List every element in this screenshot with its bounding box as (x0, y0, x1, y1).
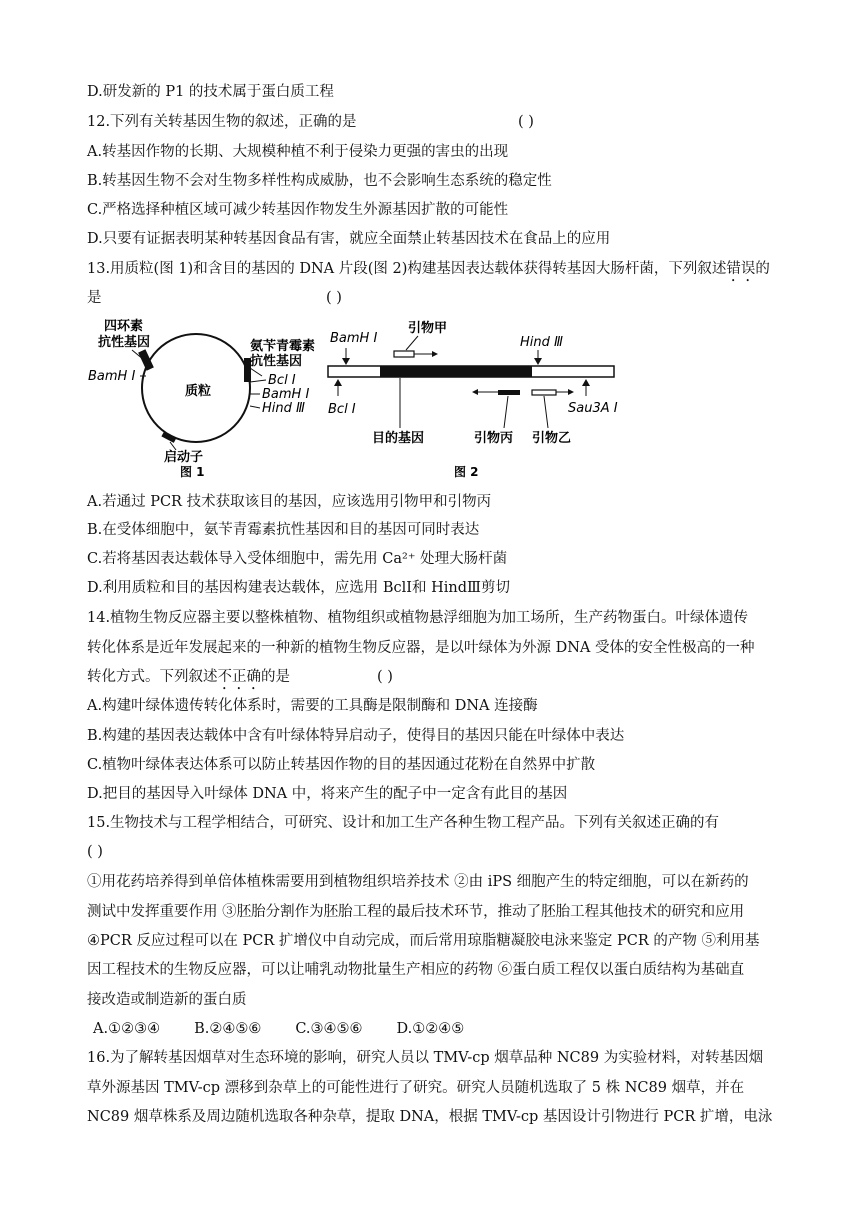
q13-option-a: A.若通过 PCR 技术获取该目的基因，应该选用引物甲和引物丙 (87, 494, 492, 510)
fig1-amp-label-2: 抗性基因 (250, 354, 303, 369)
q14-stem-line1: 14.植物生物反应器主要以整株植物、植物组织或植物悬浮细胞为加工场所，生产药物蛋白。叶绿体遗传 (87, 610, 749, 626)
target-gene-region (380, 366, 532, 377)
fig2-primer-jia: 引物甲 (408, 321, 448, 336)
fig2-primer-bing: 引物丙 (474, 431, 514, 446)
fig2-sau3ai: Sau3A Ⅰ (568, 401, 618, 416)
q13-option-d: D.利用质粒和目的基因构建表达载体，应选用 BclⅠ和 HindⅢ剪切 (87, 580, 510, 596)
q14-stem-line2: 转化体系是近年发展起来的一种新的植物生物反应器，是以叶绿体为外源 DNA 受体的安全性极高的一种 (87, 640, 755, 656)
q16-stem-line1: 16.为了解转基因烟草对生态环境的影响，研究人员以 TMV-cp 烟草品种 NC89 为实验材料，对转基因烟 (87, 1050, 764, 1066)
q15-option-d: D.①②④⑤ (396, 1021, 465, 1037)
q15-statement-line2: 测试中发挥重要作用 ③胚胎分割作为胚胎工程的最后技术环节，推动了胚胎工程其他技术的研究和应用 (87, 904, 745, 920)
q15-statement-line3: ④PCR 反应过程可以在 PCR 扩增仪中自动完成，而后常用琼脂糖凝胶电泳来鉴定 PCR 的产物 ⑤利用基 (87, 933, 760, 949)
q15-statement-line5: 接改造或制造新的蛋白质 (87, 992, 247, 1008)
fig1-amp-label-1: 氨苄青霉素 (250, 339, 316, 354)
q15-answer-paren: ( ) (87, 844, 103, 860)
fig2-primer-yi: 引物乙 (532, 431, 572, 446)
q11-option-d: D.研发新的 P1 的技术属于蛋白质工程 (87, 84, 334, 100)
q12-option-d: D.只要有证据表明某种转基因食品有害，就应全面禁止转基因技术在食品上的应用 (87, 231, 611, 247)
q14-option-c: C.植物叶绿体表达体系可以防止转基因作物的目的基因通过花粉在自然界中扩散 (87, 757, 596, 773)
primer-jia-mark (394, 351, 414, 357)
q13-option-b: B.在受体细胞中，氨苄青霉素抗性基因和目的基因可同时表达 (87, 522, 480, 538)
fig2-target-gene: 目的基因 (372, 431, 425, 446)
fig1-promoter: 启动子 (164, 450, 204, 465)
fig1-bamhi-left: BamH Ⅰ (88, 369, 136, 384)
figure-2-dna-fragment (324, 318, 624, 478)
q12-option-c: C.严格选择种植区域可减少转基因作物发生外源基因扩散的可能性 (87, 202, 509, 218)
q15-option-c: C.③④⑤⑥ (295, 1021, 363, 1037)
q15-statement-line1: ①用花药培养得到单倍体植株需要用到植物组织培养技术 ②由 iPS 细胞产生的特定细胞，可以在新药的 (87, 874, 749, 890)
q13-answer-paren: ( ) (326, 290, 342, 306)
q14-stem-end: 的是 (261, 669, 290, 685)
q14-stem-text: 转化方式。下列叙述 (87, 669, 218, 685)
q13-stem-line2: 是 (87, 290, 102, 306)
q12-option-a: A.转基因作物的长期、大规模种植不利于侵染力更强的害虫的出现 (87, 144, 509, 160)
fig1-tet-label-2: 抗性基因 (98, 335, 151, 350)
q12-answer-paren: ( ) (518, 114, 534, 130)
tetracycline-gene-block (138, 349, 154, 371)
fig1-caption: 图 1 (180, 465, 205, 478)
q14-option-d: D.把目的基因导入叶绿体 DNA 中，将来产生的配子中一定含有此目的基因 (87, 786, 568, 802)
fig2-bcli: Bcl Ⅰ (328, 402, 356, 417)
q14-emphasis: 不正确 (217, 669, 261, 685)
fig1-bcli: Bcl Ⅰ (268, 373, 296, 388)
q14-stem-line3 (87, 667, 290, 693)
fig2-hindiii: Hind Ⅲ (520, 335, 563, 350)
primer-bing-mark (498, 390, 520, 395)
q15-option-a: A.①②③④ (93, 1021, 161, 1037)
q13-stem-text: 13.用质粒(图 1)和含目的基因的 DNA 片段(图 2)构建基因表达载体获得转基因大肠杆菌，下列叙述 (87, 261, 727, 277)
fig1-hindiii: Hind Ⅲ (262, 401, 305, 416)
q14-option-b: B.构建的基因表达载体中含有叶绿体特异启动子，使得目的基因只能在叶绿体中表达 (87, 728, 625, 744)
q16-stem-line3: NC89 烟草株系及周边随机选取各种杂草，提取 DNA，根据 TMV-cp 基因设计引物进行 PCR 扩增，电泳 (87, 1109, 773, 1125)
q14-answer-paren: ( ) (377, 669, 393, 685)
fig2-caption: 图 2 (454, 465, 479, 478)
q13-stem-end: 的 (755, 261, 770, 277)
q15-stem-line1: 15.生物技术与工程学相结合，可研究、设计和加工生产各种生物工程产品。下列有关叙述正确的有 (87, 815, 720, 831)
q14-option-a: A.构建叶绿体遗传转化体系时，需要的工具酶是限制酶和 DNA 连接酶 (87, 698, 538, 714)
promoter-block (161, 431, 176, 443)
primer-yi-mark (532, 390, 556, 395)
q15-options (93, 1019, 498, 1039)
q13-option-c: C.若将基因表达载体导入受体细胞中，需先用 Ca²⁺ 处理大肠杆菌 (87, 551, 508, 567)
fig2-bamhi: BamH Ⅰ (330, 331, 378, 346)
fig1-bamhi-right: BamH Ⅰ (262, 387, 310, 402)
q15-option-b: B.②④⑤⑥ (194, 1021, 262, 1037)
q12-stem: 12.下列有关转基因生物的叙述，正确的是 (87, 114, 357, 130)
fig1-tet-label-1: 四环素 (104, 319, 144, 334)
q13-stem-line1 (87, 259, 770, 285)
q15-statement-line4: 因工程技术的生物反应器，可以让哺乳动物批量生产相应的药物 ⑥蛋白质工程仅以蛋白质结构为基础直 (87, 962, 745, 978)
fig1-plasmid-label: 质粒 (185, 384, 212, 399)
q12-option-b: B.转基因生物不会对生物多样性构成威胁，也不会影响生态系统的稳定性 (87, 173, 552, 189)
q13-emphasis: 错误 (726, 261, 756, 277)
q16-stem-line2: 草外源基因 TMV-cp 漂移到杂草上的可能性进行了研究。研究人员随机选取了 5 株 NC89 烟草，并在 (87, 1080, 745, 1096)
figure-1-plasmid (84, 318, 334, 478)
